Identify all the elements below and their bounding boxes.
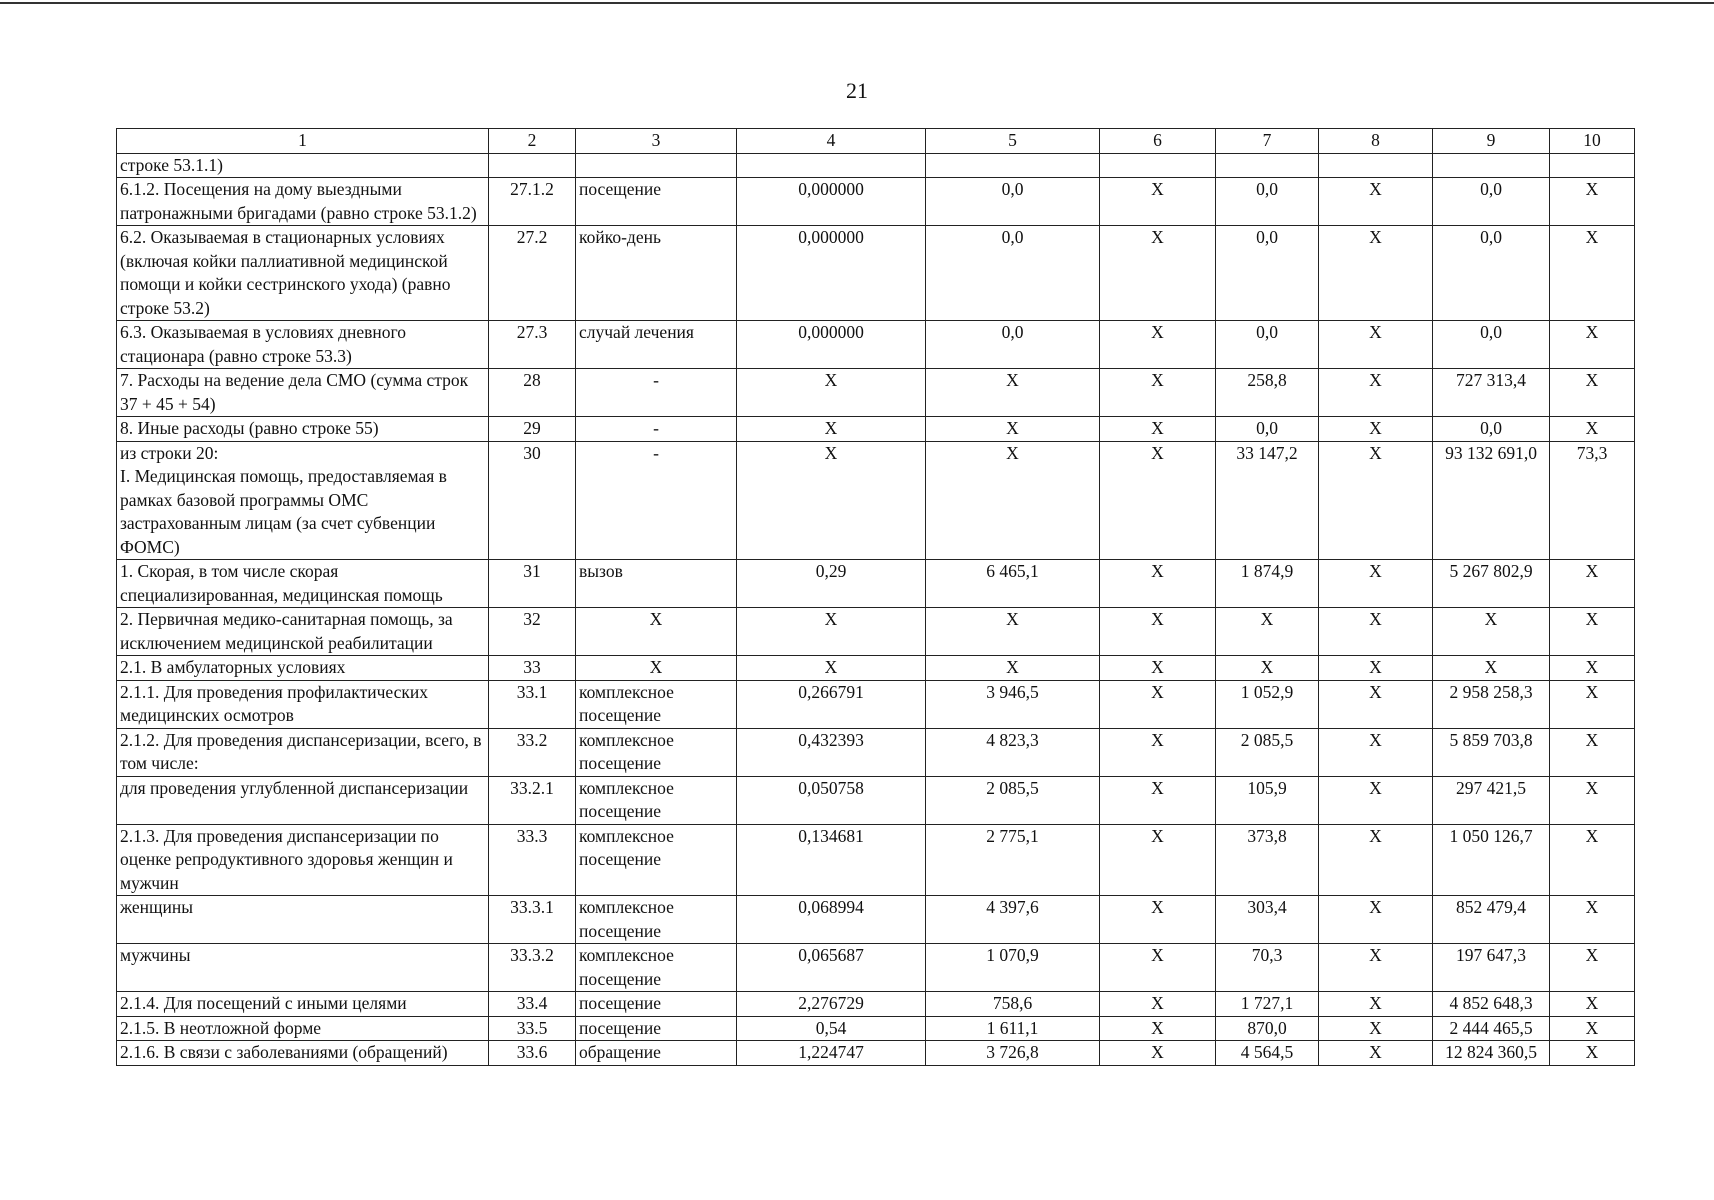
col10-cell: X [1550,226,1635,321]
data-table [116,128,1635,1066]
col6-cell: X [1100,992,1216,1017]
col5-cell: 1 070,9 [926,944,1100,992]
row-name-cell: 2.1.1. Для проведения профилактических медицинских осмотров [117,680,489,728]
col7-cell [1216,153,1319,178]
col10-cell: X [1550,560,1635,608]
row-name-cell: женщины [117,896,489,944]
col5-cell: X [926,369,1100,417]
col10-cell: X [1550,656,1635,681]
col6-cell: X [1100,417,1216,442]
col9-cell: 1 050 126,7 [1433,824,1550,896]
col9-cell: 0,0 [1433,178,1550,226]
header-cell: 9 [1433,129,1550,154]
col6-cell: X [1100,321,1216,369]
col9-cell: 93 132 691,0 [1433,441,1550,560]
col8-cell: X [1319,178,1433,226]
col9-cell: 197 647,3 [1433,944,1550,992]
unit-cell: случай лечения [576,321,737,369]
col6-cell [1100,153,1216,178]
col10-cell: X [1550,417,1635,442]
col6-cell: X [1100,680,1216,728]
col10-cell: X [1550,369,1635,417]
row-name-cell: мужчины [117,944,489,992]
col5-cell: X [926,417,1100,442]
col4-cell: X [737,369,926,417]
col5-cell: X [926,441,1100,560]
col8-cell: X [1319,896,1433,944]
row-code-cell: 32 [489,608,576,656]
col5-cell: 4 823,3 [926,728,1100,776]
table-row [117,776,1635,824]
unit-cell: комплексное посещение [576,824,737,896]
col8-cell: X [1319,1041,1433,1066]
col7-cell: 0,0 [1216,417,1319,442]
col5-cell: 6 465,1 [926,560,1100,608]
table-row [117,560,1635,608]
col9-cell: 4 852 648,3 [1433,992,1550,1017]
col7-cell: 373,8 [1216,824,1319,896]
table-row [117,178,1635,226]
col7-cell: 1 874,9 [1216,560,1319,608]
unit-cell: комплексное посещение [576,896,737,944]
col4-cell: 0,000000 [737,321,926,369]
table-row [117,153,1635,178]
top-rule [0,2,1714,4]
page-number: 21 [846,78,868,103]
table-row [117,944,1635,992]
unit-cell: комплексное посещение [576,944,737,992]
unit-cell [576,153,737,178]
table-row [117,992,1635,1017]
col10-cell: X [1550,824,1635,896]
row-code-cell: 27.1.2 [489,178,576,226]
table-row [117,226,1635,321]
row-code-cell: 33 [489,656,576,681]
row-name-cell: из строки 20: I. Медицинская помощь, предоставляемая в рамках базовой программы ОМС застрахованным лицам (за счет субвенции ФОМС) [117,441,489,560]
col5-cell: X [926,656,1100,681]
header-cell: 8 [1319,129,1433,154]
col10-cell: X [1550,896,1635,944]
unit-cell: - [576,369,737,417]
col4-cell: 0,068994 [737,896,926,944]
row-name-cell: 2.1.4. Для посещений с иными целями [117,992,489,1017]
row-name-cell: 2.1. В амбулаторных условиях [117,656,489,681]
col7-cell: 303,4 [1216,896,1319,944]
unit-cell: койко-день [576,226,737,321]
col9-cell: X [1433,608,1550,656]
col10-cell: X [1550,608,1635,656]
header-cell: 4 [737,129,926,154]
col6-cell: X [1100,369,1216,417]
col5-cell: 0,0 [926,226,1100,321]
col8-cell: X [1319,992,1433,1017]
col5-cell: 3 726,8 [926,1041,1100,1066]
col8-cell: X [1319,944,1433,992]
row-code-cell: 33.3.1 [489,896,576,944]
col5-cell: X [926,608,1100,656]
unit-cell: посещение [576,178,737,226]
col10-cell: X [1550,944,1635,992]
col5-cell: 3 946,5 [926,680,1100,728]
row-code-cell: 33.6 [489,1041,576,1066]
col4-cell: 0,000000 [737,178,926,226]
row-name-cell: 2.1.6. В связи с заболеваниями (обращений) [117,1041,489,1066]
col7-cell: X [1216,656,1319,681]
header-cell: 6 [1100,129,1216,154]
row-name-cell: 2.1.5. В неотложной форме [117,1016,489,1041]
row-code-cell: 33.5 [489,1016,576,1041]
col4-cell: 0,266791 [737,680,926,728]
col8-cell: X [1319,608,1433,656]
table-row [117,896,1635,944]
col8-cell: X [1319,680,1433,728]
col9-cell: 0,0 [1433,417,1550,442]
col4-cell: X [737,441,926,560]
col9-cell: X [1433,656,1550,681]
header-cell: 5 [926,129,1100,154]
col8-cell: X [1319,656,1433,681]
row-name-cell: 2.1.3. Для проведения диспансеризации по оценке репродуктивного здоровья женщин и мужчин [117,824,489,896]
row-code-cell: 30 [489,441,576,560]
col9-cell: 0,0 [1433,321,1550,369]
col7-cell: 0,0 [1216,321,1319,369]
row-code-cell: 33.2 [489,728,576,776]
header-cell: 7 [1216,129,1319,154]
col5-cell: 4 397,6 [926,896,1100,944]
col7-cell: 2 085,5 [1216,728,1319,776]
col5-cell: 2 775,1 [926,824,1100,896]
col4-cell: 0,432393 [737,728,926,776]
header-cell: 10 [1550,129,1635,154]
col4-cell: X [737,656,926,681]
table-row [117,728,1635,776]
row-code-cell: 33.3.2 [489,944,576,992]
col7-cell: 4 564,5 [1216,1041,1319,1066]
table-row [117,417,1635,442]
col6-cell: X [1100,178,1216,226]
col7-cell: 105,9 [1216,776,1319,824]
row-name-cell: 7. Расходы на ведение дела СМО (сумма строк 37 + 45 + 54) [117,369,489,417]
row-code-cell: 28 [489,369,576,417]
col4-cell: 0,54 [737,1016,926,1041]
col4-cell [737,153,926,178]
col5-cell: 0,0 [926,321,1100,369]
unit-cell: посещение [576,1016,737,1041]
row-code-cell: 33.3 [489,824,576,896]
col7-cell: 1 052,9 [1216,680,1319,728]
row-name-cell: строке 53.1.1) [117,153,489,178]
col10-cell [1550,153,1635,178]
row-code-cell: 29 [489,417,576,442]
unit-cell: X [576,608,737,656]
col4-cell: X [737,608,926,656]
row-name-cell: 6.2. Оказываемая в стационарных условиях (включая койки паллиативной медицинской помощи и койки сестринского ухода) (равно строке 53.2) [117,226,489,321]
col9-cell: 852 479,4 [1433,896,1550,944]
col7-cell: 70,3 [1216,944,1319,992]
row-name-cell: для проведения углубленной диспансеризации [117,776,489,824]
col6-cell: X [1100,944,1216,992]
table-header-row [117,129,1635,154]
col9-cell: 5 267 802,9 [1433,560,1550,608]
col10-cell: X [1550,178,1635,226]
table-row [117,1041,1635,1066]
unit-cell: посещение [576,992,737,1017]
col4-cell: 0,134681 [737,824,926,896]
col8-cell: X [1319,417,1433,442]
row-code-cell: 31 [489,560,576,608]
col9-cell: 2 444 465,5 [1433,1016,1550,1041]
col8-cell: X [1319,441,1433,560]
col7-cell: X [1216,608,1319,656]
row-code-cell: 33.2.1 [489,776,576,824]
col4-cell: 0,050758 [737,776,926,824]
col10-cell: X [1550,776,1635,824]
col4-cell: 0,29 [737,560,926,608]
row-code-cell: 27.2 [489,226,576,321]
col8-cell: X [1319,824,1433,896]
header-cell: 3 [576,129,737,154]
col6-cell: X [1100,560,1216,608]
col8-cell: X [1319,560,1433,608]
col10-cell: X [1550,1041,1635,1066]
col9-cell: 5 859 703,8 [1433,728,1550,776]
col9-cell: 727 313,4 [1433,369,1550,417]
unit-cell: вызов [576,560,737,608]
col6-cell: X [1100,1041,1216,1066]
row-name-cell: 1. Скорая, в том числе скорая специализированная, медицинская помощь [117,560,489,608]
col9-cell: 12 824 360,5 [1433,1041,1550,1066]
row-code-cell: 33.4 [489,992,576,1017]
col9-cell: 297 421,5 [1433,776,1550,824]
row-code-cell [489,153,576,178]
col10-cell: 73,3 [1550,441,1635,560]
col6-cell: X [1100,824,1216,896]
col10-cell: X [1550,1016,1635,1041]
col4-cell: 0,065687 [737,944,926,992]
col8-cell: X [1319,776,1433,824]
unit-cell: - [576,417,737,442]
col9-cell: 0,0 [1433,226,1550,321]
table-row [117,441,1635,560]
col8-cell: X [1319,321,1433,369]
unit-cell: X [576,656,737,681]
col5-cell [926,153,1100,178]
col7-cell: 0,0 [1216,178,1319,226]
col8-cell: X [1319,369,1433,417]
col8-cell [1319,153,1433,178]
header-cell: 1 [117,129,489,154]
header-cell: 2 [489,129,576,154]
col7-cell: 870,0 [1216,1016,1319,1041]
row-name-cell: 2. Первичная медико-санитарная помощь, за исключением медицинской реабилитации [117,608,489,656]
col4-cell: X [737,417,926,442]
col10-cell: X [1550,321,1635,369]
col6-cell: X [1100,656,1216,681]
row-code-cell: 27.3 [489,321,576,369]
unit-cell: комплексное посещение [576,728,737,776]
row-name-cell: 6.1.2. Посещения на дому выездными патронажными бригадами (равно строке 53.1.2) [117,178,489,226]
col7-cell: 258,8 [1216,369,1319,417]
col6-cell: X [1100,776,1216,824]
col9-cell: 2 958 258,3 [1433,680,1550,728]
table-row [117,656,1635,681]
col6-cell: X [1100,608,1216,656]
table-row [117,321,1635,369]
col10-cell: X [1550,992,1635,1017]
col8-cell: X [1319,728,1433,776]
col6-cell: X [1100,896,1216,944]
table-row [117,608,1635,656]
unit-cell: - [576,441,737,560]
col4-cell: 0,000000 [737,226,926,321]
col4-cell: 1,224747 [737,1041,926,1066]
col7-cell: 33 147,2 [1216,441,1319,560]
col6-cell: X [1100,441,1216,560]
col6-cell: X [1100,226,1216,321]
table-row [117,369,1635,417]
table-row [117,824,1635,896]
col10-cell: X [1550,680,1635,728]
col9-cell [1433,153,1550,178]
row-code-cell: 33.1 [489,680,576,728]
col7-cell: 0,0 [1216,226,1319,321]
row-name-cell: 2.1.2. Для проведения диспансеризации, всего, в том числе: [117,728,489,776]
col5-cell: 2 085,5 [926,776,1100,824]
unit-cell: обращение [576,1041,737,1066]
col5-cell: 1 611,1 [926,1016,1100,1041]
col8-cell: X [1319,1016,1433,1041]
col5-cell: 0,0 [926,178,1100,226]
col5-cell: 758,6 [926,992,1100,1017]
col7-cell: 1 727,1 [1216,992,1319,1017]
unit-cell: комплексное посещение [576,776,737,824]
col6-cell: X [1100,1016,1216,1041]
col8-cell: X [1319,226,1433,321]
col4-cell: 2,276729 [737,992,926,1017]
table-row [117,1016,1635,1041]
row-name-cell: 8. Иные расходы (равно строке 55) [117,417,489,442]
col10-cell: X [1550,728,1635,776]
col6-cell: X [1100,728,1216,776]
row-name-cell: 6.3. Оказываемая в условиях дневного стационара (равно строке 53.3) [117,321,489,369]
table-row [117,680,1635,728]
unit-cell: комплексное посещение [576,680,737,728]
